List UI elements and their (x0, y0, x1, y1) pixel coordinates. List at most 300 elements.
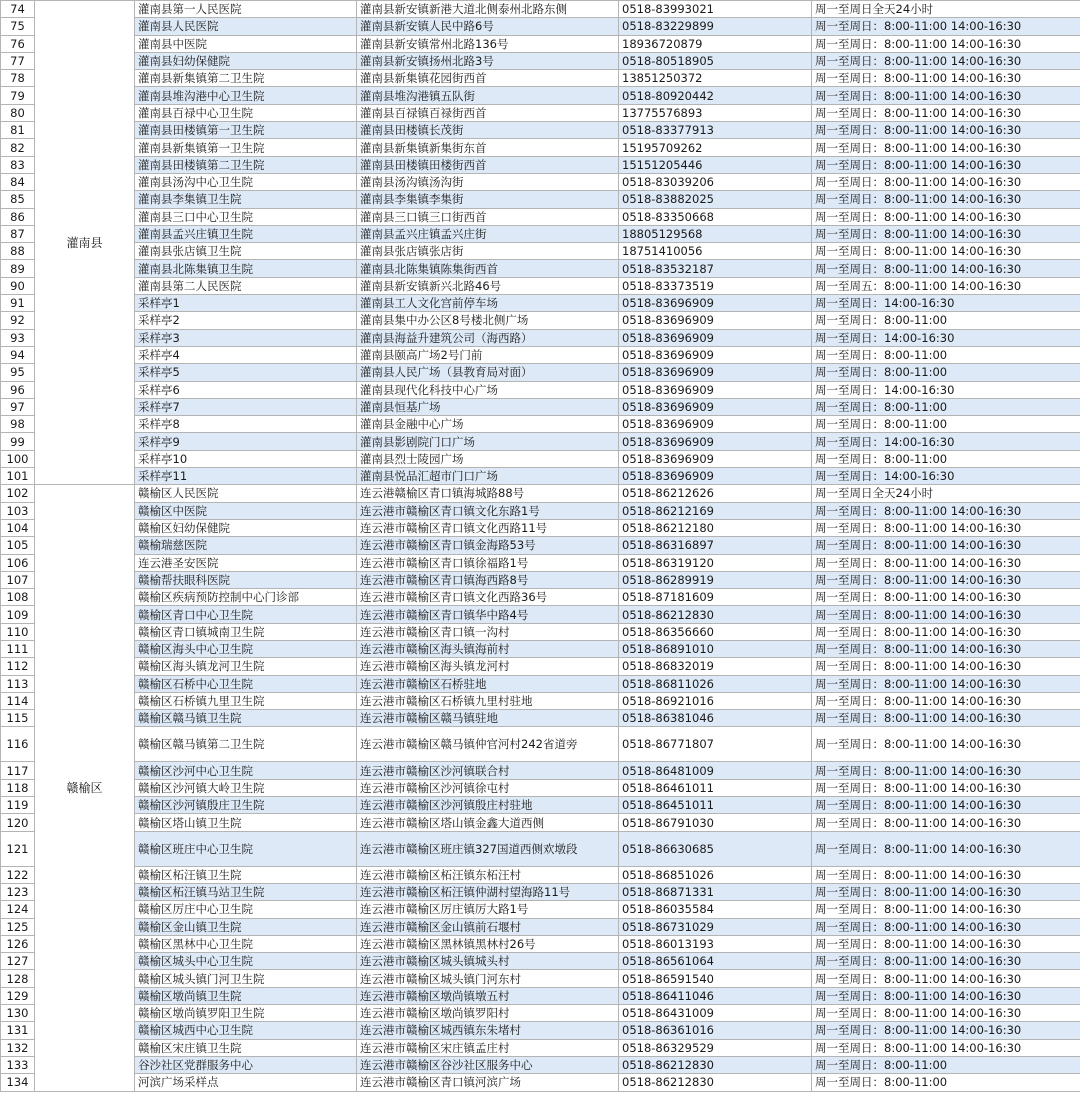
service-hours: 周一至周日：8:00-11:00 14:00-16:30 (812, 104, 1080, 121)
institution-name: 赣榆区沙河中心卫生院 (135, 762, 357, 779)
service-hours: 周一至周日：8:00-11:00 14:00-16:30 (812, 243, 1080, 260)
address: 连云港市赣榆区赣马镇驻地 (357, 710, 619, 727)
phone-number: 0518-86461011 (619, 779, 812, 796)
row-number: 96 (1, 381, 35, 398)
address: 灌南县影剧院门口广场 (357, 433, 619, 450)
institution-name: 采样亭9 (135, 433, 357, 450)
institution-name: 赣榆区青口中心卫生院 (135, 606, 357, 623)
institution-name: 采样亭7 (135, 398, 357, 415)
table-row (1, 70, 1080, 87)
address: 灌南县新安镇扬州北路3号 (357, 52, 619, 69)
service-hours: 周一至周日：8:00-11:00 14:00-16:30 (812, 18, 1080, 35)
phone-number: 0518-86921016 (619, 692, 812, 709)
institution-name: 赣榆区塔山镇卫生院 (135, 814, 357, 831)
service-hours: 周一至周日：8:00-11:00 14:00-16:30 (812, 208, 1080, 225)
row-number: 86 (1, 208, 35, 225)
table-row (1, 797, 1080, 814)
address: 灌南县烈士陵园广场 (357, 450, 619, 467)
address: 灌南县汤沟镇汤沟街 (357, 173, 619, 190)
phone-number: 13775576893 (619, 104, 812, 121)
institution-name: 赣榆区沙河镇大岭卫生院 (135, 779, 357, 796)
table-row (1, 1039, 1080, 1056)
table-row (1, 1074, 1080, 1091)
table-row (1, 987, 1080, 1004)
service-hours: 周一至周日：8:00-11:00 (812, 1074, 1080, 1091)
institution-name: 灌南县汤沟中心卫生院 (135, 173, 357, 190)
address: 连云港市赣榆区青口镇华中路4号 (357, 606, 619, 623)
institution-name: 赣榆帮扶眼科医院 (135, 571, 357, 588)
row-number: 113 (1, 675, 35, 692)
address: 灌南县李集镇李集街 (357, 191, 619, 208)
service-hours: 周一至周日：8:00-11:00 14:00-16:30 (812, 727, 1080, 762)
phone-number: 0518-86212626 (619, 485, 812, 502)
service-hours: 周一至周日：8:00-11:00 14:00-16:30 (812, 918, 1080, 935)
row-number: 101 (1, 468, 35, 485)
table-row (1, 433, 1080, 450)
address: 连云港市赣榆区班庄镇327国道西侧欢墩段 (357, 831, 619, 866)
institution-name: 采样亭8 (135, 416, 357, 433)
address: 灌南县集中办公区8号楼北侧广场 (357, 312, 619, 329)
service-hours: 周一至周日：14:00-16:30 (812, 468, 1080, 485)
table-row (1, 675, 1080, 692)
institution-name: 赣榆区黑林中心卫生院 (135, 935, 357, 952)
address: 灌南县恒基广场 (357, 398, 619, 415)
institution-name: 谷沙社区党群服务中心 (135, 1056, 357, 1073)
row-number: 131 (1, 1022, 35, 1039)
phone-number: 0518-86451011 (619, 797, 812, 814)
phone-number: 0518-86630685 (619, 831, 812, 866)
institution-name: 灌南县新集镇第一卫生院 (135, 139, 357, 156)
service-hours: 周一至周日：8:00-11:00 14:00-16:30 (812, 866, 1080, 883)
service-hours: 周一至周日：8:00-11:00 14:00-16:30 (812, 537, 1080, 554)
phone-number: 0518-86316897 (619, 537, 812, 554)
service-hours: 周一至周日：8:00-11:00 14:00-16:30 (812, 970, 1080, 987)
table-row (1, 606, 1080, 623)
table-row (1, 1, 1080, 18)
table-row (1, 243, 1080, 260)
phone-number: 0518-83696909 (619, 346, 812, 363)
institution-name: 赣榆区柘汪镇卫生院 (135, 866, 357, 883)
institution-name: 采样亭4 (135, 346, 357, 363)
table-row (1, 450, 1080, 467)
address: 连云港市赣榆区沙河镇联合村 (357, 762, 619, 779)
table-row (1, 35, 1080, 52)
phone-number: 0518-86212830 (619, 1056, 812, 1073)
service-hours: 周一至周日：8:00-11:00 14:00-16:30 (812, 571, 1080, 588)
institution-name: 灌南县妇幼保健院 (135, 52, 357, 69)
institution-name: 灌南县三口中心卫生院 (135, 208, 357, 225)
address: 连云港市赣榆区沙河镇徐屯村 (357, 779, 619, 796)
phone-number: 0518-80518905 (619, 52, 812, 69)
address: 连云港市赣榆区沙河镇殷庄村驻地 (357, 797, 619, 814)
institution-name: 赣榆区城头中心卫生院 (135, 953, 357, 970)
row-number: 92 (1, 312, 35, 329)
phone-number: 0518-86731029 (619, 918, 812, 935)
row-number: 100 (1, 450, 35, 467)
table-row (1, 762, 1080, 779)
phone-number: 0518-86381046 (619, 710, 812, 727)
table-row (1, 277, 1080, 294)
row-number: 106 (1, 554, 35, 571)
row-number: 77 (1, 52, 35, 69)
row-number: 93 (1, 329, 35, 346)
row-number: 81 (1, 122, 35, 139)
district-cell: 灌南县 (35, 1, 135, 485)
phone-number: 0518-86013193 (619, 935, 812, 952)
phone-number: 0518-86591540 (619, 970, 812, 987)
phone-number: 0518-86289919 (619, 571, 812, 588)
institution-name: 赣榆区赣马镇卫生院 (135, 710, 357, 727)
row-number: 123 (1, 883, 35, 900)
address: 灌南县颐高广场2号门前 (357, 346, 619, 363)
row-number: 84 (1, 173, 35, 190)
row-number: 98 (1, 416, 35, 433)
phone-number: 0518-86481009 (619, 762, 812, 779)
institution-name: 灌南县新集镇第二卫生院 (135, 70, 357, 87)
row-number: 117 (1, 762, 35, 779)
service-hours: 周一至周日：8:00-11:00 14:00-16:30 (812, 1022, 1080, 1039)
row-number: 111 (1, 640, 35, 657)
address: 灌南县新集镇花园街西首 (357, 70, 619, 87)
phone-number: 0518-86832019 (619, 658, 812, 675)
phone-number: 0518-86791030 (619, 814, 812, 831)
phone-number: 15151205446 (619, 156, 812, 173)
table-row (1, 485, 1080, 502)
service-hours: 周一至周日：8:00-11:00 14:00-16:30 (812, 225, 1080, 242)
phone-number: 18805129568 (619, 225, 812, 242)
address: 连云港市赣榆区青口镇文化东路1号 (357, 502, 619, 519)
institution-name: 赣榆区厉庄中心卫生院 (135, 901, 357, 918)
service-hours: 周一至周日：8:00-11:00 14:00-16:30 (812, 953, 1080, 970)
table-row (1, 692, 1080, 709)
institution-name: 采样亭11 (135, 468, 357, 485)
row-number: 107 (1, 571, 35, 588)
phone-number: 13851250372 (619, 70, 812, 87)
row-number: 129 (1, 987, 35, 1004)
row-number: 97 (1, 398, 35, 415)
phone-number: 0518-83373519 (619, 277, 812, 294)
address: 灌南县张店镇张店街 (357, 243, 619, 260)
institution-name: 赣榆瑞慈医院 (135, 537, 357, 554)
phone-number: 0518-86431009 (619, 1005, 812, 1022)
row-number: 88 (1, 243, 35, 260)
address: 灌南县悦品汇超市门口广场 (357, 468, 619, 485)
row-number: 121 (1, 831, 35, 866)
phone-number: 0518-86361016 (619, 1022, 812, 1039)
phone-number: 0518-86356660 (619, 623, 812, 640)
service-hours: 周一至周日：8:00-11:00 14:00-16:30 (812, 139, 1080, 156)
address: 灌南县新安镇新兴北路46号 (357, 277, 619, 294)
institution-name: 采样亭6 (135, 381, 357, 398)
institution-name: 灌南县田楼镇第一卫生院 (135, 122, 357, 139)
phone-number: 0518-80920442 (619, 87, 812, 104)
institution-name: 赣榆区沙河镇殷庄卫生院 (135, 797, 357, 814)
institution-name: 赣榆区石桥镇九里卫生院 (135, 692, 357, 709)
service-hours: 周一至周日：8:00-11:00 14:00-16:30 (812, 191, 1080, 208)
institution-name: 赣榆区海头中心卫生院 (135, 640, 357, 657)
table-row (1, 1005, 1080, 1022)
service-hours: 周一至周日：8:00-11:00 14:00-16:30 (812, 987, 1080, 1004)
institution-name: 采样亭1 (135, 295, 357, 312)
address: 灌南县金融中心广场 (357, 416, 619, 433)
row-number: 94 (1, 346, 35, 363)
address: 连云港赣榆区青口镇海城路88号 (357, 485, 619, 502)
table-row (1, 416, 1080, 433)
row-number: 89 (1, 260, 35, 277)
institution-name: 赣榆区妇幼保健院 (135, 519, 357, 536)
institution-name: 赣榆区班庄中心卫生院 (135, 831, 357, 866)
address: 灌南县人民广场（县教育局对面） (357, 364, 619, 381)
row-number: 85 (1, 191, 35, 208)
service-hours: 周一至周日：8:00-11:00 (812, 346, 1080, 363)
table-row (1, 312, 1080, 329)
phone-number: 0518-86851026 (619, 866, 812, 883)
address: 连云港市赣榆区青口镇海西路8号 (357, 571, 619, 588)
row-number: 133 (1, 1056, 35, 1073)
row-number: 130 (1, 1005, 35, 1022)
institution-name: 赣榆区人民医院 (135, 485, 357, 502)
phone-number: 0518-83229899 (619, 18, 812, 35)
table-row (1, 104, 1080, 121)
address: 连云港市赣榆区青口镇金海路53号 (357, 537, 619, 554)
table-row (1, 381, 1080, 398)
phone-number: 0518-86035584 (619, 901, 812, 918)
institution-name: 赣榆区宋庄镇卫生院 (135, 1039, 357, 1056)
institution-name: 灌南县田楼镇第二卫生院 (135, 156, 357, 173)
phone-number: 0518-83696909 (619, 398, 812, 415)
table-row (1, 640, 1080, 657)
institution-name: 灌南县堆沟港中心卫生院 (135, 87, 357, 104)
table-row (1, 225, 1080, 242)
address: 连云港市赣榆区青口镇文化西路11号 (357, 519, 619, 536)
phone-number: 0518-83993021 (619, 1, 812, 18)
institution-name: 灌南县第二人民医院 (135, 277, 357, 294)
institution-name: 赣榆区疾病预防控制中心门诊部 (135, 589, 357, 606)
row-number: 110 (1, 623, 35, 640)
service-hours: 周一至周日：14:00-16:30 (812, 329, 1080, 346)
institution-name: 灌南县李集镇卫生院 (135, 191, 357, 208)
phone-number: 0518-83696909 (619, 295, 812, 312)
table-row (1, 537, 1080, 554)
table-row (1, 658, 1080, 675)
service-hours: 周一至周日：8:00-11:00 14:00-16:30 (812, 814, 1080, 831)
row-number: 105 (1, 537, 35, 554)
table-row (1, 346, 1080, 363)
service-hours: 周一至周日：8:00-11:00 14:00-16:30 (812, 606, 1080, 623)
service-hours: 周一至周日：8:00-11:00 14:00-16:30 (812, 1039, 1080, 1056)
service-hours: 周一至周日：8:00-11:00 14:00-16:30 (812, 156, 1080, 173)
institution-name: 采样亭3 (135, 329, 357, 346)
table-row (1, 1056, 1080, 1073)
phone-number: 0518-86212830 (619, 606, 812, 623)
address: 连云港市赣榆区青口镇徐福路1号 (357, 554, 619, 571)
phone-number: 0518-86871331 (619, 883, 812, 900)
address: 灌南县海益升建筑公司（海西路） (357, 329, 619, 346)
address: 连云港市赣榆区城头镇城头村 (357, 953, 619, 970)
institution-name: 灌南县孟兴庄镇卫生院 (135, 225, 357, 242)
phone-number: 15195709262 (619, 139, 812, 156)
row-number: 90 (1, 277, 35, 294)
institution-name: 赣榆区金山镇卫生院 (135, 918, 357, 935)
service-hours: 周一至周日：8:00-11:00 14:00-16:30 (812, 260, 1080, 277)
row-number: 134 (1, 1074, 35, 1091)
row-number: 80 (1, 104, 35, 121)
service-hours: 周一至周日：8:00-11:00 14:00-16:30 (812, 901, 1080, 918)
institution-name: 赣榆区赣马镇第二卫生院 (135, 727, 357, 762)
phone-number: 0518-86891010 (619, 640, 812, 657)
service-hours: 周一至周日全天24小时 (812, 1, 1080, 18)
address: 连云港市赣榆区墩尚镇罗阳村 (357, 1005, 619, 1022)
row-number: 102 (1, 485, 35, 502)
row-number: 127 (1, 953, 35, 970)
phone-number: 18936720879 (619, 35, 812, 52)
service-hours: 周一至周日：14:00-16:30 (812, 381, 1080, 398)
table-row (1, 191, 1080, 208)
phone-number: 0518-83696909 (619, 450, 812, 467)
table-row (1, 571, 1080, 588)
phone-number: 0518-86212169 (619, 502, 812, 519)
phone-number: 0518-83532187 (619, 260, 812, 277)
address: 连云港市赣榆区墩尚镇墩五村 (357, 987, 619, 1004)
service-hours: 周一至周日：8:00-11:00 14:00-16:30 (812, 589, 1080, 606)
address: 灌南县新安镇新港大道北侧泰州北路东侧 (357, 1, 619, 18)
row-number: 99 (1, 433, 35, 450)
table-row (1, 589, 1080, 606)
address: 灌南县孟兴庄镇孟兴庄街 (357, 225, 619, 242)
service-hours: 周一至周日：8:00-11:00 14:00-16:30 (812, 519, 1080, 536)
row-number: 119 (1, 797, 35, 814)
row-number: 83 (1, 156, 35, 173)
address: 灌南县新集镇新集街东首 (357, 139, 619, 156)
table-row (1, 710, 1080, 727)
service-hours: 周一至周日：8:00-11:00 14:00-16:30 (812, 502, 1080, 519)
row-number: 87 (1, 225, 35, 242)
table-row (1, 831, 1080, 866)
institution-name: 灌南县人民医院 (135, 18, 357, 35)
institution-name: 灌南县百禄中心卫生院 (135, 104, 357, 121)
service-hours: 周一至周日：8:00-11:00 14:00-16:30 (812, 52, 1080, 69)
row-number: 124 (1, 901, 35, 918)
service-hours: 周一至周日：8:00-11:00 (812, 450, 1080, 467)
phone-number: 0518-83696909 (619, 312, 812, 329)
table-row (1, 883, 1080, 900)
institution-name: 赣榆区墩尚镇罗阳卫生院 (135, 1005, 357, 1022)
institution-name: 灌南县张店镇卫生院 (135, 243, 357, 260)
service-hours: 周一至周日：14:00-16:30 (812, 433, 1080, 450)
service-hours: 周一至周日：8:00-11:00 14:00-16:30 (812, 35, 1080, 52)
table-row (1, 139, 1080, 156)
row-number: 79 (1, 87, 35, 104)
institution-name: 河滨广场采样点 (135, 1074, 357, 1091)
address: 灌南县新安镇人民中路6号 (357, 18, 619, 35)
row-number: 95 (1, 364, 35, 381)
table-row (1, 260, 1080, 277)
table-row (1, 727, 1080, 762)
phone-number: 0518-83696909 (619, 381, 812, 398)
phone-number: 0518-83696909 (619, 364, 812, 381)
service-hours: 周一至周日：8:00-11:00 14:00-16:30 (812, 623, 1080, 640)
table-row (1, 1022, 1080, 1039)
table-body (1, 1, 1080, 1092)
service-hours: 周一至周日：8:00-11:00 14:00-16:30 (812, 831, 1080, 866)
address: 连云港市赣榆区柘汪镇仲湖村望海路11号 (357, 883, 619, 900)
phone-number: 0518-86212830 (619, 1074, 812, 1091)
table-row (1, 779, 1080, 796)
institution-name: 采样亭10 (135, 450, 357, 467)
row-number: 116 (1, 727, 35, 762)
table-row (1, 87, 1080, 104)
service-hours: 周一至周日：8:00-11:00 (812, 1056, 1080, 1073)
phone-number: 0518-86771807 (619, 727, 812, 762)
phone-number: 0518-86212180 (619, 519, 812, 536)
institution-name: 赣榆区青口镇城南卫生院 (135, 623, 357, 640)
service-hours: 周一至周日：8:00-11:00 14:00-16:30 (812, 710, 1080, 727)
phone-number: 0518-83350668 (619, 208, 812, 225)
row-number: 114 (1, 692, 35, 709)
service-hours: 周一至周日：8:00-11:00 14:00-16:30 (812, 87, 1080, 104)
address: 连云港市赣榆区赣马镇仲官河村242省道旁 (357, 727, 619, 762)
address: 连云港市赣榆区城西镇东朱堵村 (357, 1022, 619, 1039)
row-number: 91 (1, 295, 35, 312)
table-row (1, 970, 1080, 987)
service-hours: 周一至周日全天24小时 (812, 485, 1080, 502)
service-hours: 周一至周日：8:00-11:00 (812, 364, 1080, 381)
table-row (1, 208, 1080, 225)
row-number: 82 (1, 139, 35, 156)
table-row (1, 329, 1080, 346)
row-number: 75 (1, 18, 35, 35)
address: 灌南县三口镇三口街西首 (357, 208, 619, 225)
institution-name: 赣榆区海头镇龙河卫生院 (135, 658, 357, 675)
institution-name: 赣榆区中医院 (135, 502, 357, 519)
address: 连云港市赣榆区宋庄镇孟庄村 (357, 1039, 619, 1056)
table-row (1, 156, 1080, 173)
phone-number: 0518-83696909 (619, 468, 812, 485)
address: 灌南县工人文化宫前停车场 (357, 295, 619, 312)
service-hours: 周一至周日：8:00-11:00 14:00-16:30 (812, 70, 1080, 87)
service-hours: 周一至周日：8:00-11:00 14:00-16:30 (812, 935, 1080, 952)
address: 连云港市赣榆区塔山镇金鑫大道西侧 (357, 814, 619, 831)
institution-name: 赣榆区石桥中心卫生院 (135, 675, 357, 692)
service-hours: 周一至周日：8:00-11:00 14:00-16:30 (812, 692, 1080, 709)
address: 连云港市赣榆区青口镇文化西路36号 (357, 589, 619, 606)
row-number: 108 (1, 589, 35, 606)
phone-number: 0518-86329529 (619, 1039, 812, 1056)
service-hours: 周一至周日：8:00-11:00 14:00-16:30 (812, 173, 1080, 190)
address: 连云港市赣榆区石桥驻地 (357, 675, 619, 692)
district-cell: 赣榆区 (35, 485, 135, 1091)
table-row (1, 295, 1080, 312)
address: 连云港市赣榆区城头镇门河东村 (357, 970, 619, 987)
table-row (1, 814, 1080, 831)
service-hours: 周一至周日：8:00-11:00 14:00-16:30 (812, 554, 1080, 571)
phone-number: 0518-87181609 (619, 589, 812, 606)
service-hours: 周一至周五：8:00-11:00 14:00-16:30 (812, 277, 1080, 294)
table-row (1, 918, 1080, 935)
address: 灌南县现代化科技中心广场 (357, 381, 619, 398)
service-hours: 周一至周日：8:00-11:00 (812, 398, 1080, 415)
address: 灌南县百禄镇百禄街西首 (357, 104, 619, 121)
table-row (1, 173, 1080, 190)
phone-number: 0518-86811026 (619, 675, 812, 692)
institution-name: 赣榆区柘汪镇马站卫生院 (135, 883, 357, 900)
address: 连云港市赣榆区青口镇河滨广场 (357, 1074, 619, 1091)
table-row (1, 866, 1080, 883)
table-row (1, 122, 1080, 139)
service-hours: 周一至周日：8:00-11:00 14:00-16:30 (812, 122, 1080, 139)
phone-number: 0518-86411046 (619, 987, 812, 1004)
service-hours: 周一至周日：8:00-11:00 14:00-16:30 (812, 762, 1080, 779)
